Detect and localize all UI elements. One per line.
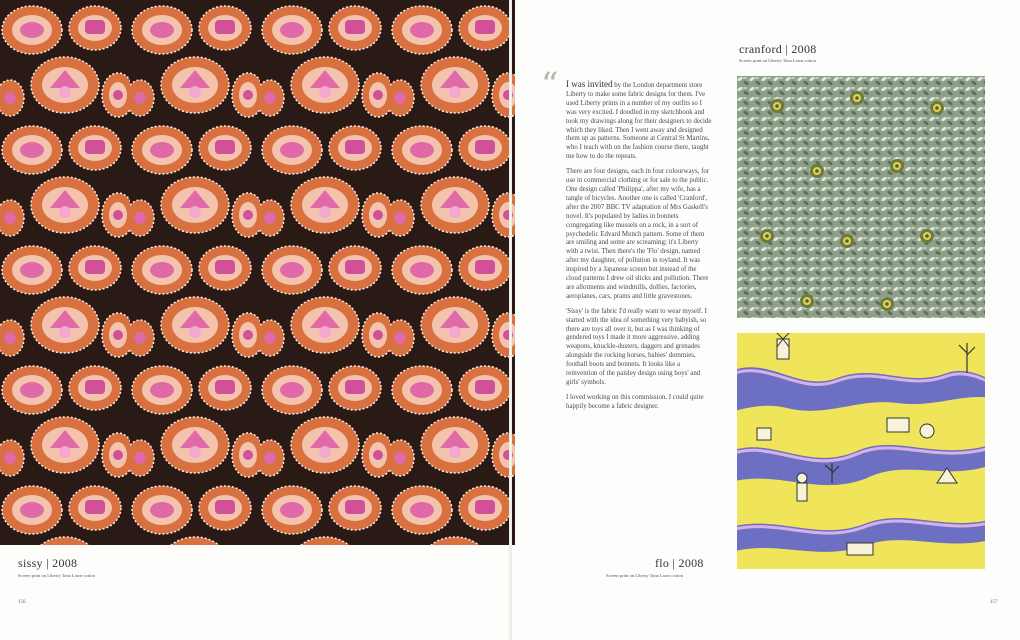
cranford-caption-subtitle: Screen print on Liberty Tana Lawn cotton xyxy=(739,58,816,63)
article-paragraph-1 xyxy=(566,80,712,162)
sissy-pattern-image xyxy=(0,0,515,545)
cranford-pattern-artwork xyxy=(737,76,985,318)
flo-caption-title: flo | 2008 xyxy=(655,556,704,570)
book-gutter xyxy=(509,0,512,640)
flo-pattern-image xyxy=(737,333,985,569)
flo-pattern-artwork xyxy=(737,333,985,569)
sissy-pattern-artwork xyxy=(0,0,515,545)
article-paragraph-3: 'Sissy' is the fabric I'd really want to wear myself. I started with the idea of something very babyish, so there are toys all over it, but as I was thinking of gendered toys I made it more aggressive, adding weapons, knuckle-dusters, daggers and grenades alongside the rocking horses, babies' dummies, football boots and bonnets. It looks like a reinvention of the paisley design using boys' and girls' symbols. xyxy=(566,307,707,386)
article-paragraph-1-text: by the London department store Liberty to make some fabric designs for them. I've used Liberty prints in a number of my outfits so I was very excited. I doodled in my sketchbook and took my drawings along for their designers to decide which they liked. Then I went away and designed them up as patterns. Someone at Central St Martins, who I teach with on the fashion course there, taught me how to do the repeats. xyxy=(566,82,712,161)
cranford-pattern-image xyxy=(737,76,985,318)
flo-caption-subtitle: Screen print on Liberty Tana Lawn cotton xyxy=(606,573,683,578)
quote-mark-icon: “ xyxy=(541,65,559,105)
article-paragraph-4: I loved working on this commission. I could quite happily become a fabric designer. xyxy=(566,393,704,410)
cranford-caption-title: cranford | 2008 xyxy=(739,42,817,56)
left-page-number: 156 xyxy=(18,600,26,605)
article-body xyxy=(566,80,712,418)
right-page-number: 157 xyxy=(990,600,998,605)
article-paragraph-2: There are four designs, each in four colourways, for use in commercial clothing or for sale to the public. One design called 'Philippa', after my wife, has a tangle of bicycles. Another one is called 'Cranford', after the 2007 BBC TV adaptation of Mrs Gaskell's novel. It's populated by ladies in bonnets congregating like mussels on a rock, in a sort of psychedelic Edvard Munch pattern. Some of them are smiling and some are screaming; it's Liberty with a twist. Then there's the 'Flo' design, named after my daughter, of pollution in toyland. It was inspired by a Japanese screen but instead of the cloud patterns I drew oil slicks and pollution. There are allotments and windmills, dollies, factories, aeroplanes, cars, prams and little gravestones. xyxy=(566,168,710,300)
sissy-caption-subtitle: Screen print on Liberty Tana Lawn cotton xyxy=(18,573,95,578)
article-lead-in: I was invited xyxy=(566,79,613,89)
sissy-caption-title: sissy | 2008 xyxy=(18,556,78,570)
